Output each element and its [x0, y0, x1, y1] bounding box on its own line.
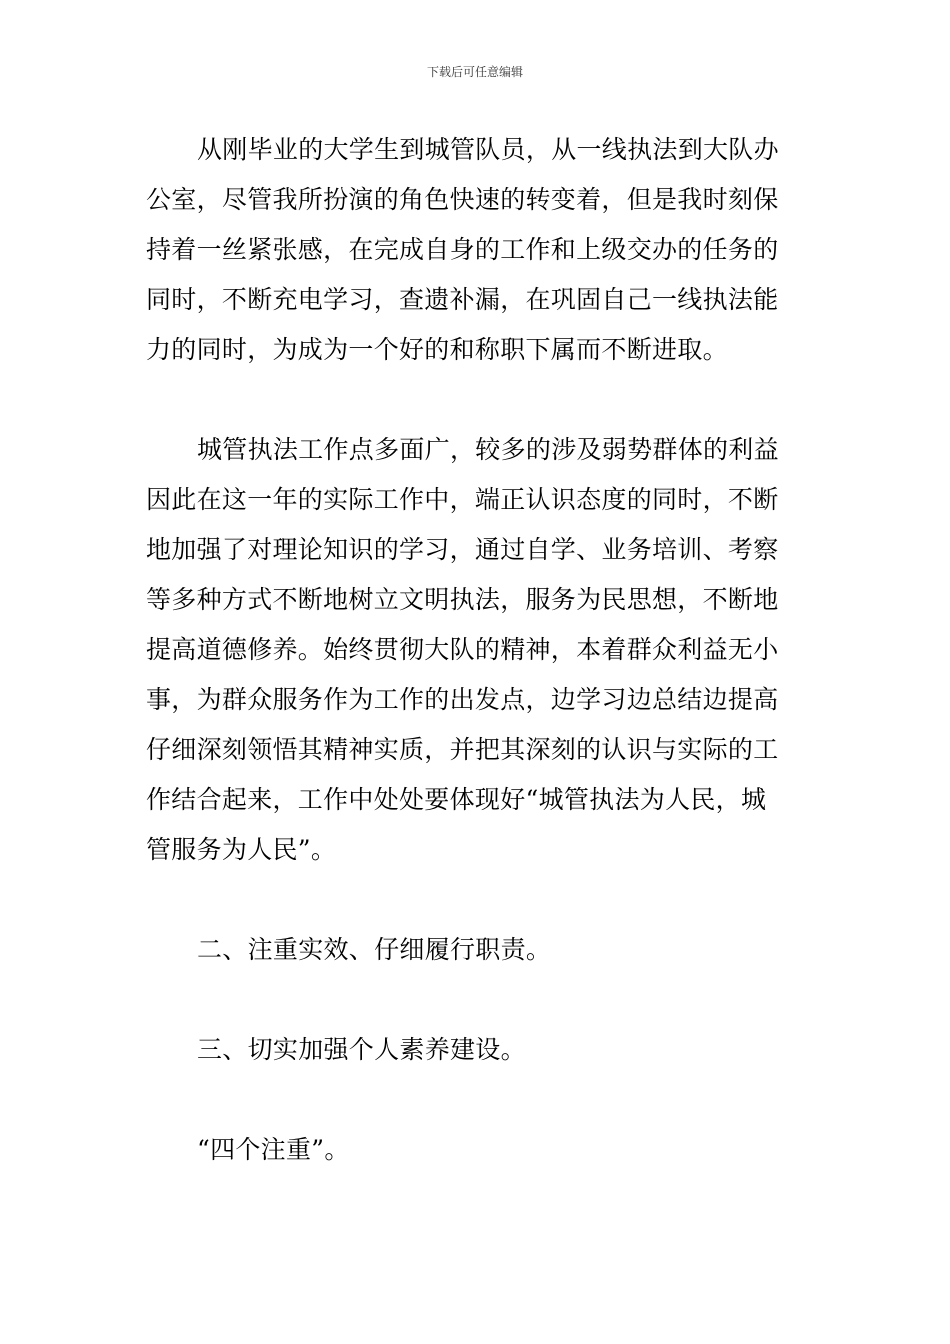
paragraph-1-line-4: 同时，不断充电学习，查遗补漏，在巩固自己一线执法能: [146, 285, 779, 314]
paragraph-2-line-8: 作结合起来，工作中处处要体现好“城管执法为人民，城: [146, 785, 767, 814]
paragraph-2-line-1: 城管执法工作点多面广，较多的涉及弱势群体的利益: [197, 435, 779, 464]
paragraph-2-line-2: 因此在这一年的实际工作中，端正认识态度的同时，不断: [146, 485, 779, 514]
paragraph-2-line-5: 提高道德修养。始终贯彻大队的精神，本着群众利益无小: [146, 635, 779, 664]
paragraph-2-line-9: 管服务为人民”。: [146, 835, 337, 864]
section-three-heading: 三、切实加强个人素养建设。: [197, 1035, 526, 1064]
paragraph-2-line-6: 事，为群众服务作为工作的出发点，边学习边总结边提高: [146, 685, 779, 714]
paragraph-1-line-2: 公室，尽管我所扮演的角色快速的转变着，但是我时刻保: [146, 185, 779, 214]
four-focus-heading: “四个注重”。: [197, 1135, 350, 1164]
paragraph-2-line-3: 地加强了对理论知识的学习，通过自学、业务培训、考察: [146, 535, 779, 564]
paragraph-2-line-4: 等多种方式不断地树立文明执法，服务为民思想，不断地: [146, 585, 779, 614]
paragraph-1-line-3: 持着一丝紧张感，在完成自身的工作和上级交办的任务的: [146, 235, 779, 264]
paragraph-2-line-7: 仔细深刻领悟其精神实质，并把其深刻的认识与实际的工: [146, 735, 779, 764]
paragraph-1-line-1: 从刚毕业的大学生到城管队员，从一线执法到大队办: [197, 135, 779, 164]
section-two-heading: 二、注重实效、仔细履行职责。: [197, 935, 552, 964]
page-header: 下载后可任意编辑: [426, 65, 523, 79]
paragraph-1-line-5: 力的同时，为成为一个好的和称职下属而不断进取。: [146, 335, 728, 364]
